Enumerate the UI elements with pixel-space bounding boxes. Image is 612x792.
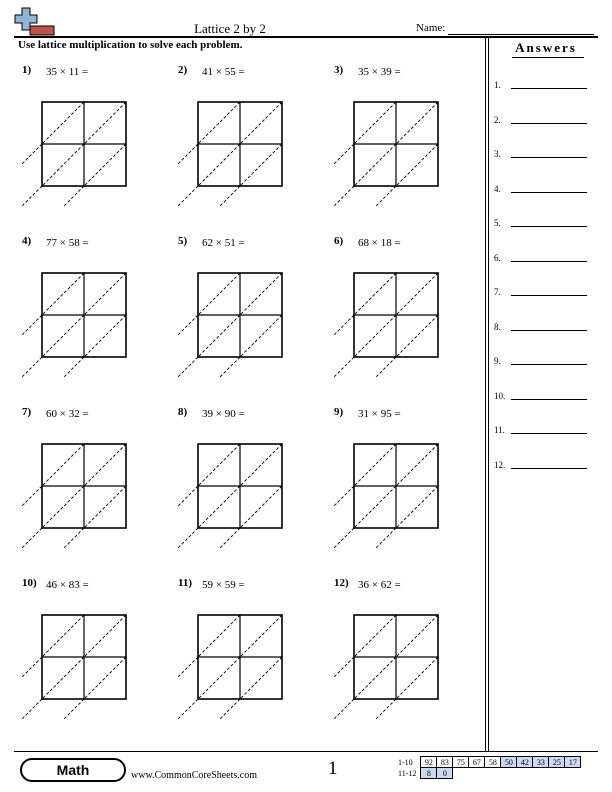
problem-expression: 68 × 18 = (358, 237, 401, 249)
problem (334, 64, 484, 204)
problem-expression: 59 × 59 = (202, 579, 245, 591)
problem-expression: 35 × 39 = (358, 66, 401, 78)
problem-expression: 46 × 83 = (46, 579, 89, 591)
problem-number: 3) (334, 64, 344, 76)
score-cell: 83 (437, 757, 453, 768)
answer-blank[interactable] (511, 88, 587, 89)
lattice-grid[interactable] (22, 94, 142, 219)
answer-blank[interactable] (511, 157, 587, 158)
answers-title: Answers (515, 40, 577, 55)
answer-number: 5. (494, 218, 501, 228)
problem (334, 406, 484, 546)
answer-number: 7. (494, 287, 501, 297)
answer-number: 9. (494, 356, 501, 366)
lattice-grid[interactable] (334, 265, 454, 390)
answers-underline (512, 57, 584, 58)
page-title: Lattice 2 by 2 (194, 21, 266, 36)
lattice-grid[interactable] (22, 436, 142, 561)
answer-number: 4. (494, 183, 501, 194)
name-line[interactable] (448, 34, 594, 35)
problem-number: 4) (22, 235, 32, 247)
answer-line[interactable] (494, 80, 598, 90)
page-number: 1 (328, 758, 338, 779)
answer-line[interactable] (494, 149, 598, 159)
lattice-grid[interactable] (178, 436, 298, 561)
footer-divider (14, 751, 598, 752)
problem-number: 2) (178, 64, 188, 76)
answer-number: 3. (494, 149, 501, 159)
score-cell: 33 (533, 757, 549, 768)
answer-number: 2. (494, 114, 501, 125)
problem-number: 6) (334, 235, 344, 247)
score-cell: 42 (517, 757, 533, 768)
problem (22, 235, 172, 375)
answer-line[interactable] (494, 460, 598, 470)
problem (178, 64, 328, 204)
header-divider (14, 36, 598, 38)
score-cell: 17 (565, 757, 581, 768)
problem (178, 406, 328, 546)
score-cell: 25 (549, 757, 565, 768)
problem (178, 235, 328, 375)
problem (22, 64, 172, 204)
problem-number: 12) (334, 577, 349, 589)
answer-number: 1. (494, 80, 501, 90)
instructions: Use lattice multiplication to solve each problem. (18, 39, 243, 51)
answer-line[interactable] (494, 218, 598, 228)
problem-number: 11) (178, 577, 193, 589)
answer-line[interactable] (494, 391, 598, 401)
answer-number: 10. (494, 390, 506, 401)
answer-blank[interactable] (511, 433, 587, 434)
problem-expression: 62 × 51 = (202, 237, 245, 249)
problem (22, 577, 172, 717)
answer-line[interactable] (494, 322, 598, 332)
answer-blank[interactable] (511, 226, 587, 227)
score-cell: 8 (421, 768, 437, 779)
problem (334, 235, 484, 375)
answer-line[interactable] (494, 115, 598, 125)
answer-blank[interactable] (511, 261, 587, 262)
problem-number: 10) (22, 577, 37, 589)
lattice-grid[interactable] (334, 436, 454, 561)
answer-line[interactable] (494, 287, 598, 297)
lattice-grid[interactable] (22, 607, 142, 732)
answer-blank[interactable] (511, 468, 587, 469)
answer-line[interactable] (494, 356, 598, 366)
score-cell: 0 (437, 768, 453, 779)
problem-expression: 41 × 55 = (202, 66, 245, 78)
problem-number: 5) (178, 235, 188, 247)
answer-number: 12. (494, 459, 506, 470)
answer-number: 6. (494, 252, 501, 263)
score-cell: 75 (453, 757, 469, 768)
score-cell: 50 (501, 757, 517, 768)
answer-blank[interactable] (511, 192, 587, 193)
answer-number: 11. (494, 425, 505, 435)
problem-expression: 60 × 32 = (46, 408, 89, 420)
problem-number: 8) (178, 406, 188, 418)
score-row (396, 757, 581, 768)
answer-blank[interactable] (511, 330, 587, 331)
problem (334, 577, 484, 717)
answer-line[interactable] (494, 425, 598, 435)
score-table (396, 756, 581, 779)
answer-blank[interactable] (511, 295, 587, 296)
lattice-grid[interactable] (334, 94, 454, 219)
score-row (396, 768, 581, 779)
problem-number: 9) (334, 406, 344, 418)
score-cell: 67 (469, 757, 485, 768)
answer-blank[interactable] (511, 364, 587, 365)
answer-line[interactable] (494, 253, 598, 263)
problem-expression: 35 × 11 = (46, 66, 89, 78)
lattice-grid[interactable] (334, 607, 454, 732)
website-text: www.CommonCoreSheets.com (131, 770, 258, 781)
answer-blank[interactable] (511, 123, 587, 124)
problem-number: 1) (22, 64, 32, 76)
name-label: Name: (416, 22, 446, 34)
answer-blank[interactable] (511, 399, 587, 400)
lattice-grid[interactable] (178, 607, 298, 732)
problem-expression: 77 × 58 = (46, 237, 89, 249)
answer-column-divider-right (488, 36, 489, 751)
score-cell: 92 (421, 757, 437, 768)
answer-column-divider-left (485, 36, 486, 751)
problem (22, 406, 172, 546)
answer-number: 8. (494, 321, 501, 332)
score-cell: 58 (485, 757, 501, 768)
problem-expression: 31 × 95 = (358, 408, 401, 420)
lattice-grid[interactable] (178, 94, 298, 219)
problem-number: 7) (22, 406, 32, 418)
problem-expression: 39 × 90 = (202, 408, 245, 420)
answer-line[interactable] (494, 184, 598, 194)
lattice-grid[interactable] (22, 265, 142, 390)
problem-expression: 36 × 62 = (358, 579, 401, 591)
math-badge: Math (20, 758, 126, 782)
lattice-grid[interactable] (178, 265, 298, 390)
score-row-label: 1-10 (398, 757, 413, 767)
score-row-label: 11-12 (398, 768, 417, 778)
problem (178, 577, 328, 717)
